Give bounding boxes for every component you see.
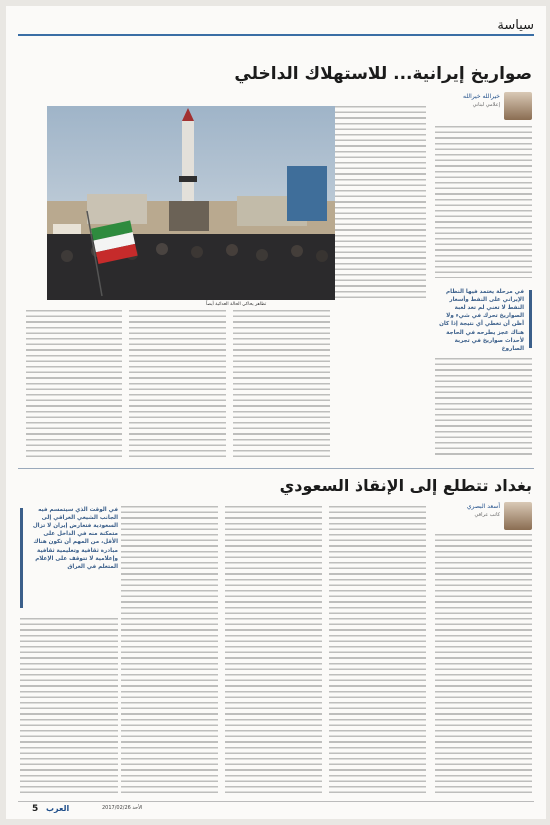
article2-text-column-4 [121, 506, 218, 796]
article2-headline[interactable]: بغداد تتطلع إلى الإنقاذ السعودي [279, 476, 532, 495]
article2-author-role: كاتب عراقي [474, 512, 500, 518]
section-label: سياسة [497, 18, 534, 33]
article1-text-column-1 [435, 126, 532, 278]
article2-pull-quote-bar [20, 508, 23, 608]
article2-text-column-2 [329, 506, 426, 796]
article1-pull-quote: في مرحلة يعتمد فيها النظام الإيراني على النفط وأسعار النفط لا تعني لم تعد لعبة الصواريخ تحرك في شيء ولا أظن أن تعطي أي نتيجة إذا كان هناك عجز يطرحه في الحاجة لأحداث صواريخ في تجربة الصاروخ [439, 289, 524, 352]
section-header [18, 18, 534, 36]
article1-author-name: خيرالله خيرالله [463, 93, 500, 100]
article1-text-column-3 [435, 358, 532, 458]
article1-author-role: إعلامي لبناني [472, 102, 500, 108]
article2-author-name: أسعد البصري [466, 503, 500, 510]
newspaper-logo: العرب [46, 804, 70, 813]
article1-author [462, 92, 532, 122]
issue-date: الأحد 2017/02/26 [102, 805, 143, 811]
article2-author-photo [504, 502, 532, 530]
article1-headline[interactable]: صواريخ إيرانية... للاستهلاك الداخلي [234, 64, 532, 84]
article2-text-column-1 [435, 534, 532, 796]
article1-pull-quote-bar [529, 290, 532, 348]
article2-pull-quote: في الوقت الذي سيتمسم فيه الجانب الشيعي العراقي إلى السعودية فتعارض إيران لا تزال متمكنة منه في الداخل على الأقل، من المهم أن تكون هناك مبادرة ثقافية وتعليمية ثقافية وإعلامية لا تتوقف على الإعلام المتعلم في العراق [32, 507, 118, 570]
article-divider [18, 468, 534, 469]
article1-author-photo [504, 92, 532, 120]
article2-text-column-5 [20, 618, 118, 796]
article1-text-column-4 [233, 310, 330, 460]
page-footer [18, 801, 534, 815]
article2-text-column-3 [225, 506, 322, 796]
article1-text-column-5 [129, 310, 226, 460]
newspaper-page [6, 6, 546, 819]
article1-photo [47, 106, 335, 300]
article1-photo-caption: تظاهر يحاكي الحالة العدائية أيضاً [206, 302, 267, 307]
page-number: 5 [32, 804, 39, 814]
article1-text-column-2 [329, 106, 426, 301]
article2-author [462, 502, 532, 532]
article1-text-column-6 [26, 310, 122, 460]
